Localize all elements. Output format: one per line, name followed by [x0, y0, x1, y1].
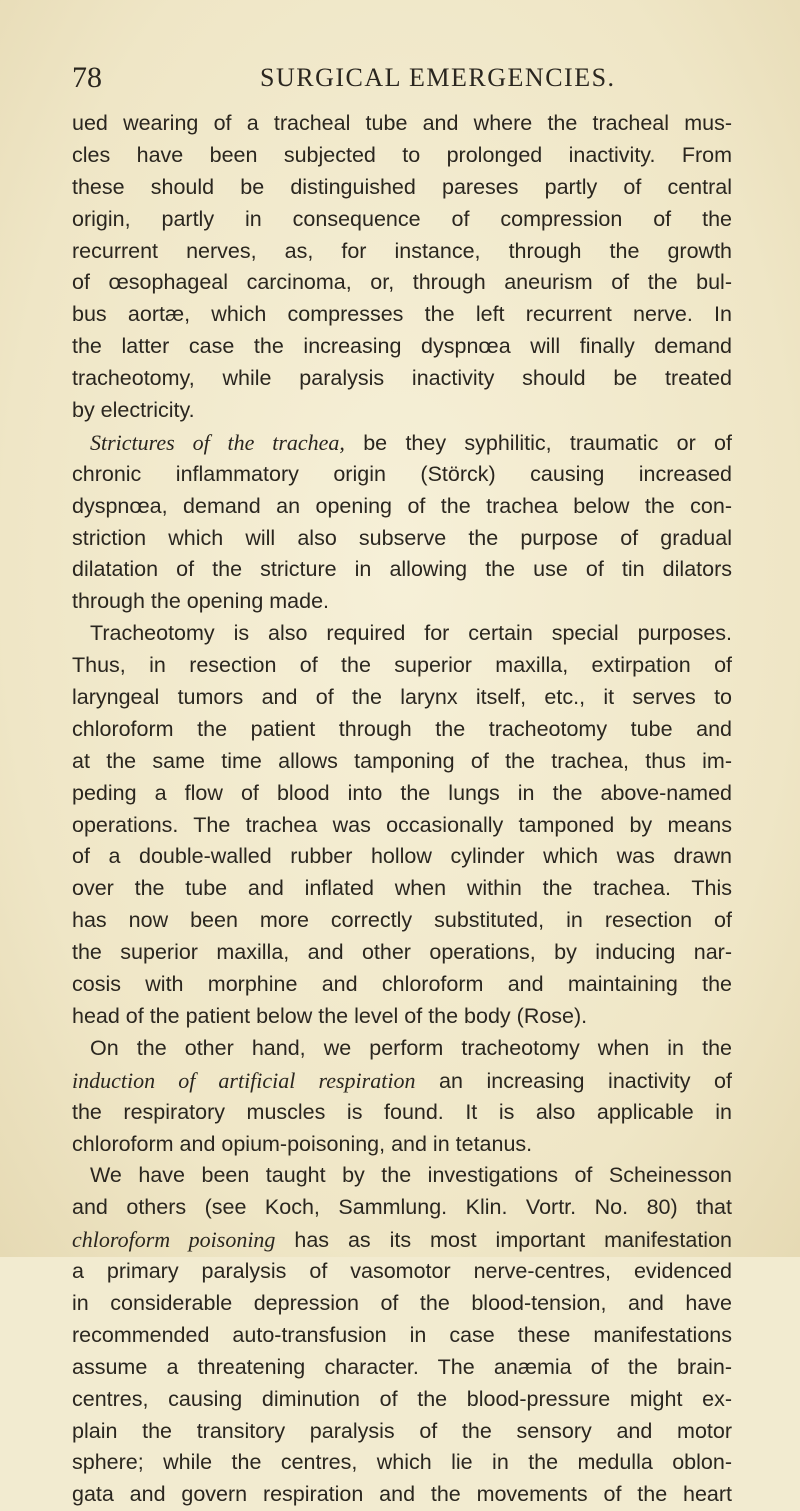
text-line: the superior maxilla, and other operations, by inducing nar-	[72, 940, 732, 965]
text-line: a primary paralysis of vasomotor nerve-centres, evidenced	[72, 1259, 732, 1284]
text-line: induction of artificial respiration an increasing inactivity of	[72, 1067, 732, 1093]
text-line: bus aortæ, which compresses the left recurrent nerve. In	[72, 302, 732, 327]
text-line: cles have been subjected to prolonged inactivity. From	[72, 142, 732, 167]
text-line: by electricity.	[72, 398, 195, 423]
text-line: in considerable depression of the blood-tension, and have	[72, 1290, 732, 1315]
text-line: of œsophageal carcinoma, or, through aneurism of the bul-	[72, 270, 732, 295]
text-line: recurrent nerves, as, for instance, through the growth	[72, 238, 732, 263]
text-line: chronic inflammatory origin (Störck) causing increased	[72, 461, 732, 486]
text-line: the latter case the increasing dyspnœa will finally demand	[72, 334, 732, 359]
italic-phrase: Strictures of the trachea,	[90, 429, 345, 455]
text-line: peding a flow of blood into the lungs in the above-named	[72, 780, 732, 805]
text-line: Thus, in resection of the superior maxilla, extirpation of	[72, 653, 732, 678]
text-line: striction which will also subserve the purpose of gradual	[72, 525, 732, 550]
text-line: laryngeal tumors and of the larynx itself, etc., it serves to	[72, 685, 732, 710]
text-line: over the tube and inflated when within the trachea. This	[72, 876, 732, 901]
text-line: and others (see Koch, Sammlung. Klin. Vortr. No. 80) that	[72, 1195, 732, 1220]
text-line: has now been more correctly substituted, in resection of	[72, 908, 732, 933]
text-line: operations. The trachea was occasionally tamponed by means	[72, 812, 732, 837]
text-line: dyspnœa, demand an opening of the trachea below the con-	[72, 493, 732, 518]
text-line: ued wearing of a tracheal tube and where the tracheal mus-	[72, 111, 732, 135]
text-line: Tracheotomy is also required for certain special purposes.	[90, 621, 732, 646]
page-header	[72, 58, 732, 98]
text-line: sphere; while the centres, which lie in the medulla oblon-	[72, 1450, 732, 1475]
body-text	[72, 108, 732, 1511]
text-line: gata and govern respiration and the movements of the heart	[72, 1482, 732, 1507]
text-line: chloroform and opium-poisoning, and in tetanus.	[72, 1131, 533, 1156]
text-line: at the same time allows tamponing of the trachea, thus im-	[72, 748, 732, 773]
text-line: these should be distinguished pareses partly of central	[72, 174, 732, 199]
italic-phrase: induction of artificial respiration	[72, 1067, 416, 1093]
text-line: Strictures of the trachea, be they syphilitic, traumatic or of	[90, 429, 732, 455]
text-line: chloroform poisoning has as its most important manifestation	[72, 1227, 732, 1253]
running-head: SURGICAL EMERGENCIES.	[260, 63, 616, 92]
text-line: head of the patient below the level of the body (Rose).	[72, 1003, 588, 1028]
text-line: assume a threatening character. The anæmia of the brain-	[72, 1354, 732, 1379]
italic-phrase: chloroform poisoning	[72, 1227, 276, 1253]
text-line: tracheotomy, while paralysis inactivity should be treated	[72, 366, 732, 391]
text-line: dilatation of the stricture in allowing the use of tin dilators	[72, 557, 732, 582]
text-line: centres, causing diminution of the blood-pressure might ex-	[72, 1386, 732, 1411]
text-line: of a double-walled rubber hollow cylinder which was drawn	[72, 844, 732, 869]
text-line: through the opening made.	[72, 589, 330, 614]
text-line: chloroform the patient through the tracheotomy tube and	[72, 716, 732, 741]
text-line: cosis with morphine and chloroform and maintaining the	[72, 972, 732, 997]
page-number: 78	[72, 61, 102, 94]
text-line: origin, partly in consequence of compression of the	[72, 206, 732, 231]
text-line: the respiratory muscles is found. It is also applicable in	[72, 1099, 732, 1124]
text-line: plain the transitory paralysis of the sensory and motor	[72, 1418, 732, 1443]
text-line: We have been taught by the investigations of Scheinesson	[90, 1163, 732, 1188]
text-line: recommended auto-transfusion in case these manifestations	[72, 1322, 732, 1347]
text-line: On the other hand, we perform tracheotomy when in the	[90, 1035, 732, 1060]
